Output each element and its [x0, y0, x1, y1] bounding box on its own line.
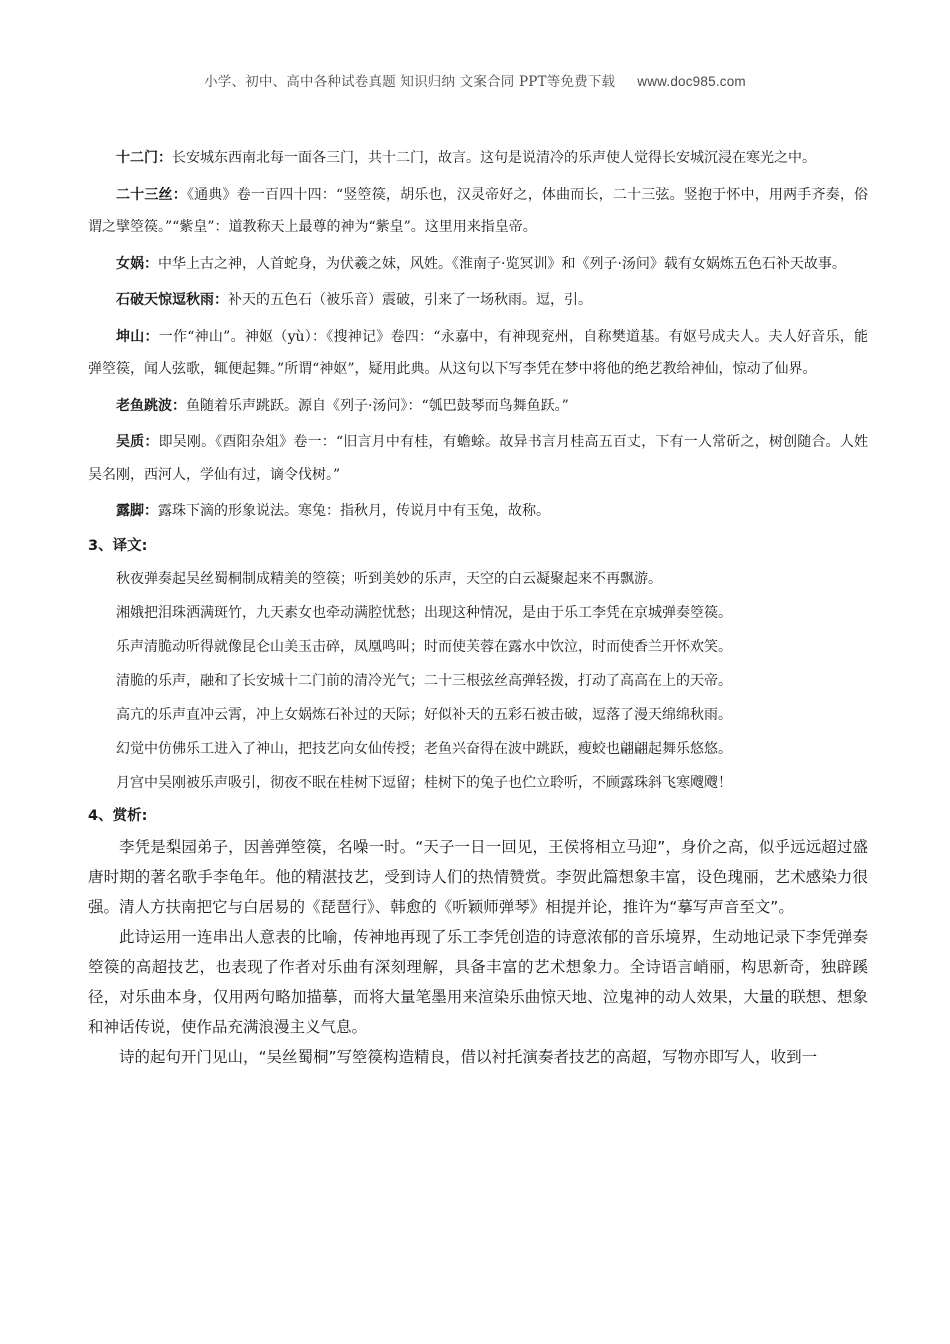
note-text: 鱼随着乐声跳跃。源自《列子·汤问》：“瓠巴鼓琴而鸟舞鱼跃。” — [186, 397, 569, 414]
main-content — [88, 142, 868, 1072]
translation-line: 月宫中吴刚被乐声吸引，彻夜不眠在桂树下逗留；桂树下的兔子也伫立聆听，不顾露珠斜飞寒飕飕！ — [116, 774, 732, 791]
note-text: 中华上古之神，人首蛇身，为伏羲之妹，风姓。《淮南子·览冥训》和《列子·汤问》载有女娲炼五色石补天故事。 — [158, 255, 846, 272]
appreciation-section — [88, 832, 868, 1072]
translation-line: 秋夜弹奏起吴丝蜀桐制成精美的箜篌；听到美妙的乐声，天空的白云凝聚起来不再飘游。 — [116, 570, 662, 587]
translation-line: 湘娥把泪珠洒满斑竹，九天素女也牵动满腔忧愁；出现这种情况，是由于乐工李凭在京城弹奏箜篌。 — [116, 604, 732, 621]
note-text: 即吴刚。《酉阳杂俎》卷一：“旧言月中有桂，有蟾蜍。故异书言月桂高五百丈，下有一人常斫之，树创随合。人姓吴名刚，西河人，学仙有过，谪令伐树。” — [88, 434, 869, 483]
translation-line: 高亢的乐声直冲云霄，冲上女娲炼石补过的天际；好似补天的五彩石被击破，逗落了漫天绵绵秋雨。 — [116, 706, 732, 723]
appreciation-paragraph: 李凭是梨园弟子，因善弹箜篌，名噪一时。“天子一日一回见，王侯将相立马迎”，身价之高，似乎远远超过盛唐时期的著名歌手李龟年。他的精湛技艺，受到诗人们的热情赞赏。李贺此篇想象丰富，设色瑰丽，艺术感染力很强。清人方扶南把它与白居易的《琵琶行》、韩愈的《听颖师弹琴》相提并论，推许为“摹写声音至文”。 — [88, 837, 868, 916]
translation-line: 幻觉中仿佛乐工进入了神山，把技艺向女仙传授；老鱼兴奋得在波中跳跃，瘦蛟也翩翩起舞乐悠悠。 — [116, 740, 732, 757]
translation-section — [88, 562, 868, 800]
note-term: 女娲： — [116, 255, 158, 272]
note-item — [88, 321, 868, 386]
note-item — [88, 248, 868, 281]
note-item — [88, 142, 868, 175]
note-term: 十二门： — [116, 150, 172, 166]
note-term: 露脚： — [116, 503, 158, 519]
page-header — [0, 70, 950, 90]
note-term: 老鱼跳波： — [116, 397, 186, 414]
appreciation-paragraph: 此诗运用一连串出人意表的比喻，传神地再现了乐工李凭创造的诗意浓郁的音乐境界，生动地记录下李凭弹奏箜篌的高超技艺，也表现了作者对乐曲有深刻理解，具备丰富的艺术想象力。全诗语言峭丽，构思新奇，独辟蹊径，对乐曲本身，仅用两句略加描摹，而将大量笔墨用来渲染乐曲惊天地、泣鬼神的动人效果，大量的联想、想象和神话传说，使作品充满浪漫主义气息。 — [88, 927, 868, 1036]
translation-heading: 3、译文: — [88, 537, 148, 554]
note-text: 《通典》卷一百四十四：“竖箜篌，胡乐也，汉灵帝好之，体曲而长，二十三弦。竖抱于怀中，用两手齐奏，俗谓之擘箜篌。”“紫皇”：道教称天上最尊的神为“紫皇”。这里用来指皇帝。 — [88, 186, 869, 235]
notes-section — [88, 142, 868, 528]
note-item — [88, 390, 868, 423]
note-term: 吴质： — [116, 434, 159, 450]
note-item — [88, 179, 868, 244]
appreciation-paragraph: 诗的起句开门见山，“吴丝蜀桐”写箜篌构造精良，借以衬托演奏者技艺的高超，写物亦即写人，收到一 — [119, 1047, 818, 1066]
translation-line: 清脆的乐声，融和了长安城十二门前的清冷光气；二十三根弦丝高弹轻拨，打动了高高在上的天帝。 — [116, 672, 732, 689]
note-term: 石破天惊逗秋雨： — [116, 292, 228, 308]
header-text: 小学、初中、高中各种试卷真题 知识归纳 文案合同 PPT等免费下载 — [204, 74, 616, 90]
note-text: 长安城东西南北每一面各三门，共十二门，故言。这句是说清冷的乐声使人觉得长安城沉浸在寒光之中。 — [172, 150, 816, 166]
note-text: 补天的五色石（被乐音）震破，引来了一场秋雨。逗，引。 — [228, 292, 592, 308]
note-term: 坤山： — [116, 328, 159, 345]
appreciation-heading: 4、赏析: — [88, 807, 148, 824]
note-text: 露珠下滴的形象说法。寒兔：指秋月，传说月中有玉兔，故称。 — [158, 503, 550, 519]
note-term: 二十三丝： — [116, 186, 187, 203]
note-item — [88, 495, 868, 528]
note-item — [88, 426, 868, 491]
note-item — [88, 284, 868, 317]
note-text: 一作“神山”。神妪（yù）：《搜神记》卷四：“永嘉中，有神现兖州，自称樊道基。有妪号成夫人。夫人好音乐，能弹箜篌，闻人弦歌，辄便起舞。”所谓“神妪”，疑用此典。从这句以下写李凭在梦中将他的绝艺教给神仙，惊动了仙界。 — [88, 328, 868, 377]
translation-line: 乐声清脆动听得就像昆仑山美玉击碎，凤凰鸣叫；时而使芙蓉在露水中饮泣，时而使香兰开怀欢笑。 — [116, 638, 732, 655]
header-url[interactable]: www.doc985.com — [637, 74, 746, 89]
